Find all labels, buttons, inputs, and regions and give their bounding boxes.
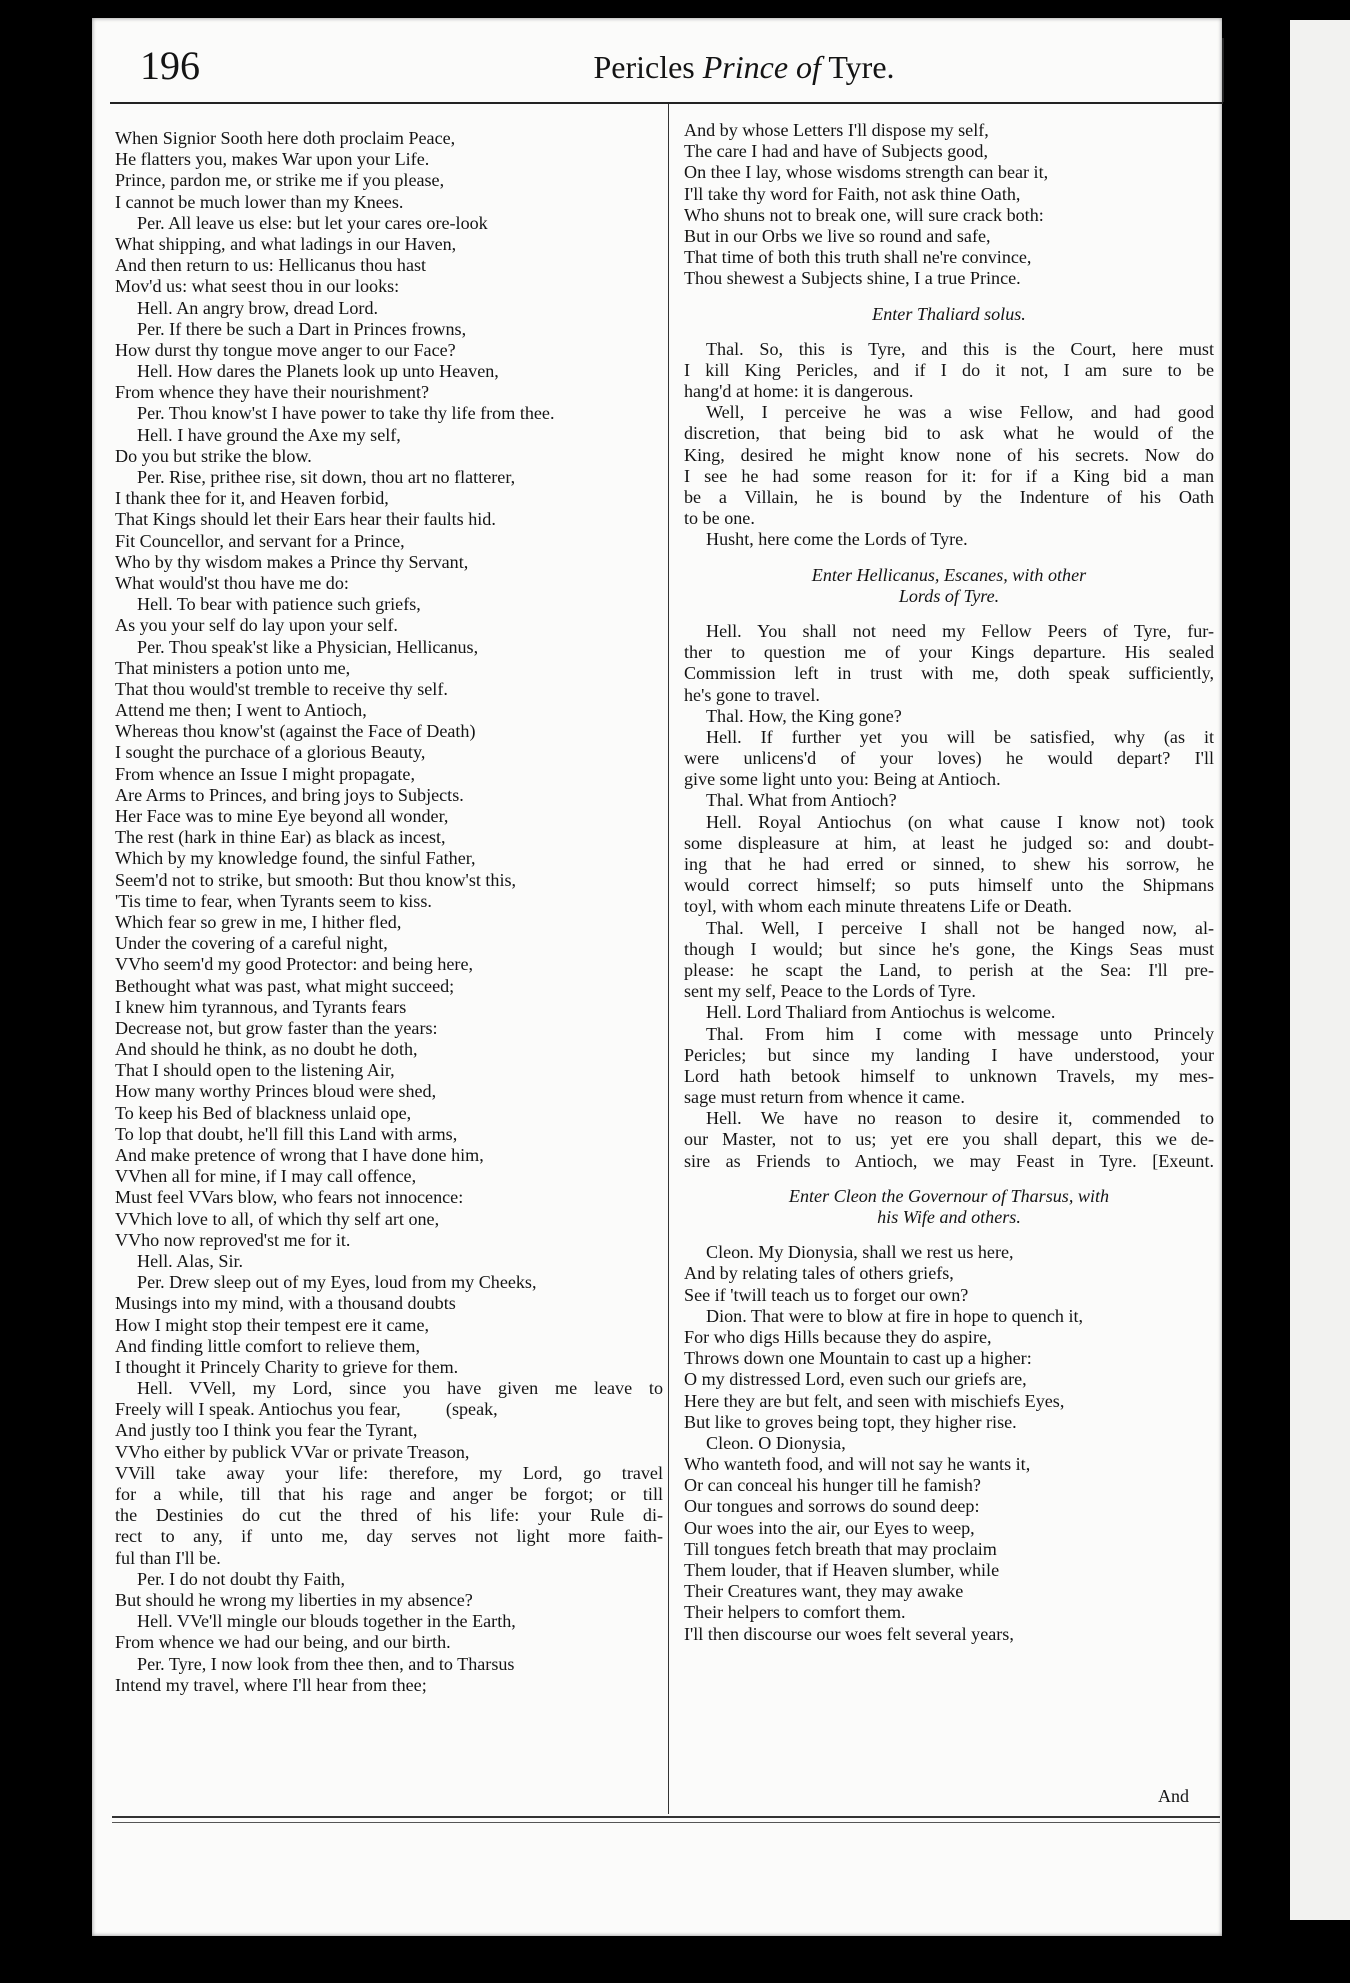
text-line: VVho seem'd my good Protector: and being here,: [115, 954, 474, 975]
text-line: To keep his Bed of blackness unlaid ope,: [115, 1102, 412, 1123]
stage-direction: Enter Thaliard solus.: [872, 303, 1026, 324]
text-line: Whereas thou know'st (against the Face of Death): [115, 721, 476, 742]
text-line: Who wanteth food, and will not say he wants it,: [684, 1454, 1031, 1475]
text-line: Hell. We have no reason to desire it, commended to: [706, 1108, 1214, 1129]
text-line: Hell. I have ground the Axe my self,: [137, 424, 401, 445]
text-line: give some light unto you: Being at Antioch.: [684, 769, 1001, 790]
text-line: VVhen all for mine, if I may call offence,: [115, 1166, 417, 1187]
text-line: Decrease not, but grow faster than the years:: [115, 1017, 438, 1038]
text-line: Which fear so grew in me, I hither fled,: [115, 911, 402, 932]
text-line: hang'd at home: it is dangerous.: [684, 381, 914, 402]
text-line: And justly too I think you fear the Tyrant,: [115, 1420, 418, 1441]
text-line: And by whose Letters I'll dispose my self,: [684, 120, 989, 140]
text-line: Our tongues and sorrows do sound deep:: [684, 1496, 980, 1517]
spacer: [684, 607, 1214, 621]
text-line: Throws down one Mountain to cast up a higher:: [684, 1348, 1032, 1369]
text-line: Commission left in trust with me, doth speak sufficiently,: [684, 663, 1214, 684]
text-line: Pericles; but since my landing I have understood, your: [684, 1044, 1214, 1065]
text-line: ful than I'll be.: [115, 1547, 221, 1568]
text-line: He flatters you, makes War upon your Life.: [115, 149, 430, 170]
text-line: Here they are but felt, and seen with mischiefs Eyes,: [684, 1390, 1065, 1411]
text-line: I'll take thy word for Faith, not ask thine Oath,: [684, 183, 1021, 204]
text-line: Well, I perceive he was a wise Fellow, and had good: [706, 402, 1214, 423]
text-line: But like to groves being topt, they higher rise.: [684, 1411, 1017, 1432]
text-line: Till tongues fetch breath that may proclaim: [684, 1538, 997, 1559]
text-line: Thou shewest a Subjects shine, I a true Prince.: [684, 268, 1021, 289]
text-line: Hell. VVell, my Lord, since you have given me leave to: [137, 1378, 663, 1399]
text-line: would correct himself; so puts himself unto the Shipmans: [684, 875, 1214, 896]
text-line: be a Villain, he is bound by the Indenture of his Oath: [684, 487, 1214, 507]
text-line: sage must return from whence it came.: [684, 1087, 965, 1108]
spacer: [684, 551, 1214, 565]
text-line: Thal. What from Antioch?: [706, 790, 897, 811]
text-line: The rest (hark in thine Ear) as black as incest,: [115, 827, 446, 848]
text-line: Our woes into the air, our Eyes to weep,: [684, 1517, 975, 1538]
text-line: VVho either by publick VVar or private Treason,: [115, 1441, 470, 1462]
text-line: VVhich love to all, of which thy self art one,: [115, 1208, 440, 1229]
text-line: some displeasure at him, at least he judged so: and doubt-: [684, 832, 1214, 853]
text-line: And make pretence of wrong that I have done him,: [115, 1145, 484, 1165]
text-line: Or can conceal his hunger till he famish?: [684, 1475, 981, 1496]
page-number: 196: [140, 43, 200, 88]
text-line: But in our Orbs we live so round and safe,: [684, 225, 991, 246]
text-line: Per. Thou know'st I have power to take thy life from thee.: [137, 403, 555, 424]
text-line: toyl, with whom each minute threatens Life or Death.: [684, 896, 1072, 917]
text-line: discretion, that being bid to ask what he would of the: [684, 423, 1214, 444]
text-line: Thal. From him I come with message unto Princely: [706, 1023, 1214, 1044]
text-line: Per. Drew sleep out of my Eyes, loud from my Cheeks,: [137, 1272, 537, 1293]
text-line: ther to question me of your Kings departure. His sealed: [684, 642, 1214, 663]
text-line: How durst thy tongue move anger to our Face?: [115, 339, 456, 360]
text-line: What would'st thou have me do:: [115, 572, 349, 593]
text-line: I kill King Pericles, and if I do it not, I am sure to be: [684, 359, 1214, 380]
text-line: Must feel VVars blow, who fears not innocence:: [115, 1187, 464, 1208]
facing-page-edge: [1290, 20, 1350, 1920]
text-line: And by relating tales of others griefs,: [684, 1263, 954, 1284]
text-line: Musings into my mind, with a thousand doubts: [115, 1293, 456, 1314]
text-line: From whence an Issue I might propagate,: [115, 763, 415, 784]
text-line: King, desired he might know none of his secrets. Now do: [684, 444, 1214, 465]
text-line: Hell. Alas, Sir.: [137, 1250, 244, 1271]
text-line: Hell. Lord Thaliard from Antiochus is welcome.: [706, 1002, 1056, 1023]
text-line: Who shuns not to break one, will sure crack both:: [684, 204, 1044, 225]
text-line: Intend my travel, where I'll hear from thee;: [115, 1674, 427, 1695]
title-part-1: Pericles: [593, 49, 703, 85]
text-line: Per. If there be such a Dart in Princes frowns,: [137, 318, 467, 339]
text-line: Their Creatures want, they may awake: [684, 1581, 964, 1602]
title-part-2: Prince of: [702, 49, 821, 85]
text-line: I sought the purchace of a glorious Beauty,: [115, 742, 426, 763]
text-line: The care I had and have of Subjects good,: [684, 141, 988, 162]
text-line: Which by my knowledge found, the sinful Father,: [115, 848, 476, 869]
text-line: Per. Rise, prithee rise, sit down, thou art no flatterer,: [137, 467, 516, 487]
text-line: See if 'twill teach us to forget our own?: [684, 1284, 969, 1305]
text-line: the Destinies do cut the thred of his life: your Rule di-: [115, 1505, 663, 1526]
right-column: [684, 120, 1214, 1645]
text-line: Cleon. My Dionysia, shall we rest us here,: [706, 1242, 1014, 1263]
text-line: And should he think, as no doubt he doth,: [115, 1039, 418, 1060]
text-line: Freely will I speak. Antiochus you fear, (speak,: [115, 1399, 498, 1420]
bottom-rule-thin: [112, 1822, 1220, 1823]
text-line: I see he had some reason for it: for if a King bid a man: [684, 465, 1214, 486]
text-line: That time of both this truth shall ne're convince,: [684, 247, 1032, 268]
text-line: Per. Thou speak'st like a Physician, Hellicanus,: [137, 636, 479, 657]
text-line: Are Arms to Princes, and bring joys to Subjects.: [115, 784, 464, 805]
text-line: Thal. Well, I perceive I shall not be hanged now, al-: [706, 917, 1214, 938]
text-line: 'Tis time to fear, when Tyrants seem to kiss.: [115, 890, 432, 911]
text-line: That ministers a potion unto me,: [115, 657, 351, 678]
text-line: I thank thee for it, and Heaven forbid,: [115, 488, 389, 509]
text-line: Per. All leave us else: but let your cares ore-look: [137, 212, 488, 233]
text-line: sent my self, Peace to the Lords of Tyre.: [684, 981, 976, 1002]
text-line: Dion. That were to blow at fire in hope to quench it,: [706, 1305, 1084, 1326]
stage-direction: Enter Cleon the Governour of Tharsus, with: [788, 1185, 1110, 1206]
text-line: to be one.: [684, 508, 755, 529]
text-line: Prince, pardon me, or strike me if you please,: [115, 170, 445, 191]
text-line: But should he wrong my liberties in my absence?: [115, 1589, 473, 1610]
text-line: I cannot be much lower than my Knees.: [115, 191, 404, 212]
text-line: VVill take away your life: therefore, my Lord, go travel: [115, 1462, 663, 1483]
text-line: To lop that doubt, he'll fill this Land with arms,: [115, 1123, 458, 1144]
column-divider: [668, 104, 669, 1814]
text-line: Per. Tyre, I now look from thee then, and to Tharsus: [137, 1653, 515, 1674]
text-line: Hell. Royal Antiochus (on what cause I know not) took: [706, 811, 1214, 832]
header-frame-right: [1222, 38, 1224, 102]
text-line: rect to any, if unto me, day serves not light more faith-: [115, 1526, 663, 1547]
text-line: Them louder, that if Heaven slumber, while: [684, 1560, 1000, 1580]
text-line: And finding little comfort to relieve them,: [115, 1335, 421, 1356]
text-line: Attend me then; I went to Antioch,: [115, 700, 367, 721]
running-title: [504, 49, 984, 86]
stage-direction: Enter Hellicanus, Escanes, with other: [811, 564, 1087, 585]
bottom-rule: [112, 1816, 1220, 1818]
spacer: [684, 1228, 1214, 1242]
running-header: [110, 38, 1223, 104]
spacer: [684, 1172, 1214, 1186]
text-line: Seem'd not to strike, but smooth: But thou know'st this,: [115, 869, 517, 890]
text-line: From whence they have their nourishment?: [115, 382, 430, 403]
text-line: When Signior Sooth here doth proclaim Peace,: [115, 128, 456, 148]
text-line: VVho now reproved'st me for it.: [115, 1229, 351, 1250]
text-line: From whence we had our being, and our birth.: [115, 1632, 451, 1653]
text-line: Fit Councellor, and servant for a Prince,: [115, 530, 405, 551]
stage-direction: his Wife and others.: [877, 1207, 1021, 1227]
text-line: Who by thy wisdom makes a Prince thy Servant,: [115, 551, 469, 572]
text-line: Hell. You shall not need my Fellow Peers of Tyre, fur-: [706, 620, 1214, 641]
text-line: Husht, here come the Lords of Tyre.: [706, 529, 968, 550]
title-part-3: Tyre.: [820, 49, 895, 85]
text-line: That thou would'st tremble to receive thy self.: [115, 678, 448, 699]
text-line: ing that he had erred or sinned, to shew his sorrow, he: [684, 854, 1214, 874]
text-line: Cleon. O Dionysia,: [706, 1432, 846, 1453]
spacer: [684, 290, 1214, 304]
text-line: That I should open to the listening Air,: [115, 1060, 395, 1081]
text-line: Do you but strike the blow.: [115, 445, 312, 466]
spacer: [684, 325, 1214, 339]
text-line: Per. I do not doubt thy Faith,: [137, 1568, 346, 1589]
stage-direction: Lords of Tyre.: [898, 585, 1000, 606]
text-line: Hell. If further yet you will be satisfied, why (as it: [706, 726, 1214, 747]
text-line: Her Face was to mine Eye beyond all wonder,: [115, 806, 449, 826]
text-line: I'll then discourse our woes felt several years,: [684, 1623, 1014, 1644]
text-line: our Master, not to us; yet ere you shall depart, this we de-: [684, 1129, 1214, 1150]
text-line: were unlicens'd of your loves) he would depart? I'll: [684, 748, 1214, 769]
text-line: Hell. VVe'll mingle our blouds together in the Earth,: [137, 1611, 516, 1632]
text-line: though I would; but since he's gone, the Kings Seas must: [684, 938, 1214, 959]
text-line: As you your self do lay upon your self.: [115, 615, 398, 636]
text-line: Thal. So, this is Tyre, and this is the Court, here must: [706, 338, 1214, 359]
left-column: [115, 128, 663, 1696]
text-line: I knew him tyrannous, and Tyrants fears: [115, 996, 407, 1017]
text-line: And then return to us: Hellicanus thou hast: [115, 255, 427, 276]
text-line: Bethought what was past, what might succeed;: [115, 975, 455, 996]
text-line: for a while, till that his rage and anger be forgot; or till: [115, 1484, 663, 1504]
text-line: That Kings should let their Ears hear their faults hid.: [115, 509, 496, 530]
text-line: How I might stop their tempest ere it came,: [115, 1314, 430, 1335]
text-line: Hell. How dares the Planets look up unto Heaven,: [137, 361, 499, 382]
text-line: Thal. How, the King gone?: [706, 705, 902, 726]
text-line: Hell. To bear with patience such griefs,: [137, 594, 421, 615]
text-line: Their helpers to comfort them.: [684, 1602, 906, 1623]
text-line: How many worthy Princes bloud were shed,: [115, 1081, 437, 1102]
text-line: Hell. An angry brow, dread Lord.: [137, 297, 379, 318]
text-line: On thee I lay, whose wisdoms strength can bear it,: [684, 162, 1049, 183]
catchword: And: [1158, 1786, 1189, 1806]
text-line: I thought it Princely Charity to grieve for them.: [115, 1356, 459, 1377]
text-line: he's gone to travel.: [684, 684, 820, 705]
text-line: Mov'd us: what seest thou in our looks:: [115, 276, 400, 297]
text-line: sire as Friends to Antioch, we may Feast in Tyre. [Exeunt.: [684, 1150, 1214, 1171]
text-line: What shipping, and what ladings in our Haven,: [115, 233, 457, 254]
text-line: For who digs Hills because they do aspire,: [684, 1326, 992, 1347]
text-line: please: he scapt the Land, to perish at the Sea: I'll pre-: [684, 959, 1214, 980]
text-line: Under the covering of a careful night,: [115, 933, 388, 954]
text-line: O my distressed Lord, even such our griefs are,: [684, 1369, 1027, 1390]
text-line: Lord hath betook himself to unknown Travels, my mes-: [684, 1065, 1214, 1086]
